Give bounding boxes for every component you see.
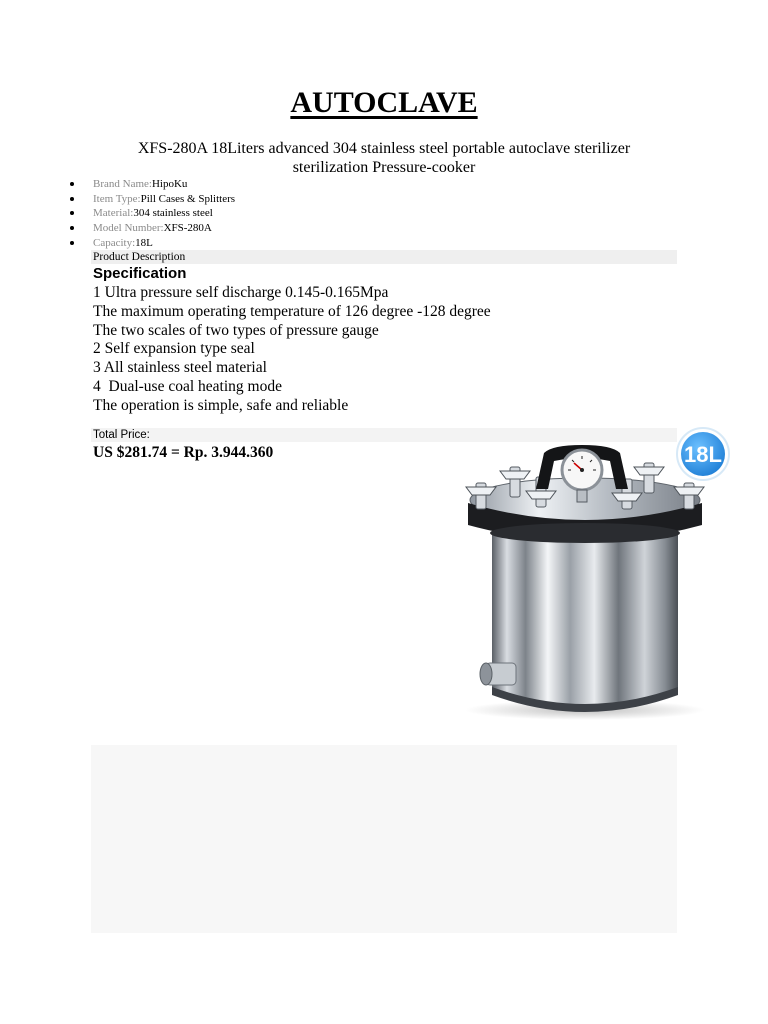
page-title: AUTOCLAVE (290, 86, 478, 119)
bullet-icon (70, 226, 74, 230)
price-label: Total Price: (93, 429, 150, 441)
product-subtitle: XFS-280A 18Liters advanced 304 stainless steel portable autoclave sterilizer sterilization Pressure-cooker (137, 140, 631, 176)
property-value: XFS-280A (163, 222, 212, 235)
bullet-icon (70, 197, 74, 201)
specification-heading: Specification (93, 265, 187, 282)
property-key: Item Type: (93, 192, 141, 205)
bullet-icon (70, 211, 74, 215)
price-value: US $281.74 = Rp. 3.944.360 (93, 444, 274, 461)
spec-line: 3 All stainless steel material (93, 359, 267, 377)
property-key: Capacity: (93, 236, 136, 249)
autoclave-product-image (440, 425, 740, 725)
property-value: 18L (135, 236, 153, 249)
bullet-icon (70, 241, 74, 245)
spec-line: 2 Self expansion type seal (93, 340, 255, 358)
spec-line: 4 Dual-use coal heating mode (93, 377, 282, 395)
property-item-type (66, 192, 686, 207)
property-value: HipoKu (151, 178, 188, 190)
property-key: Material: (93, 207, 134, 220)
specification-list (93, 284, 673, 416)
bullet-icon (70, 182, 74, 186)
capacity-badge: 18L (684, 442, 722, 467)
property-key: Brand Name: (93, 178, 152, 190)
property-value: Pill Cases & Splitters (140, 192, 236, 205)
spec-line: The maximum operating temperature of 126 degree -128 degree (93, 302, 491, 320)
product-description-bar: Product Description (91, 250, 677, 264)
content-placeholder-block (91, 745, 677, 933)
property-key: Model Number: (93, 222, 164, 235)
spec-line: The two scales of two types of pressure gauge (93, 321, 379, 339)
product-properties (66, 177, 686, 250)
property-capacity (66, 236, 686, 251)
property-brand (66, 177, 686, 192)
property-model-number (66, 221, 686, 236)
spec-line: 1 Ultra pressure self discharge 0.145-0.165Mpa (93, 284, 389, 301)
property-value: 304 stainless steel (133, 207, 213, 220)
spec-line: The operation is simple, safe and reliable (93, 396, 349, 414)
property-material (66, 206, 686, 221)
